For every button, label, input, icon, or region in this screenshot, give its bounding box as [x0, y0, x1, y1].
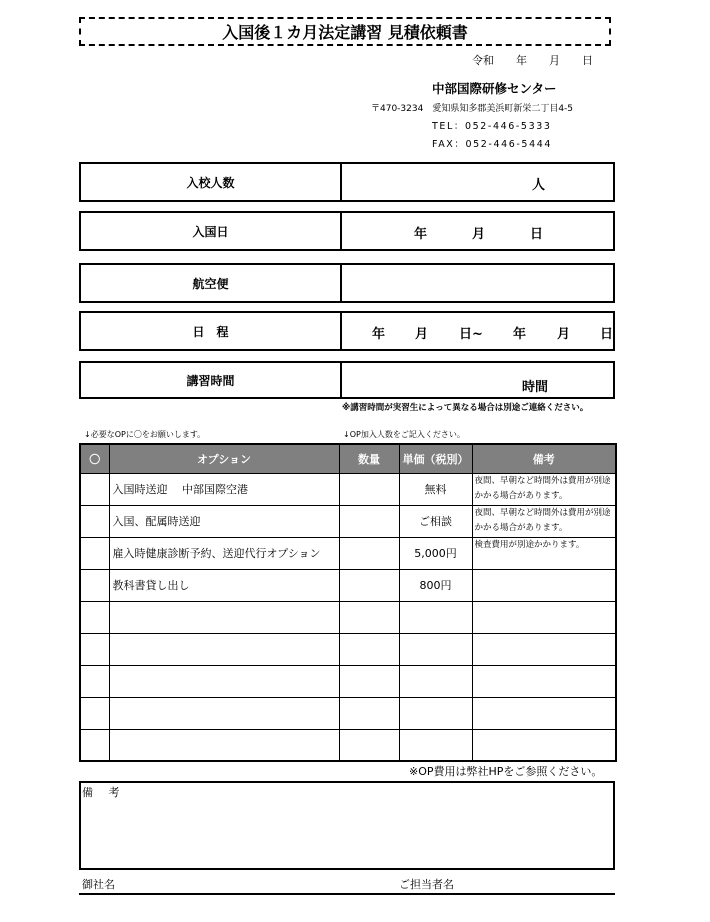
header-check: 〇 — [80, 444, 109, 473]
header-remarks: 備考 — [472, 444, 616, 473]
table-row — [80, 601, 616, 633]
signature-line — [79, 893, 615, 895]
sched-year-1: 年 — [372, 327, 386, 342]
row-price-cell: 無料 — [399, 473, 472, 505]
row-check-cell[interactable] — [80, 729, 109, 761]
reference-note: ※OP費用は弊社HPをご参照ください。 — [409, 765, 603, 778]
row-qty-cell[interactable] — [339, 569, 399, 601]
hours-label: 講習時間 — [81, 363, 342, 397]
entry-date-label: 入国日 — [81, 213, 342, 249]
row-qty-cell[interactable] — [339, 665, 399, 697]
flight-label: 航空便 — [81, 265, 342, 301]
row-check-cell[interactable] — [80, 665, 109, 697]
hours-field[interactable] — [342, 363, 613, 397]
students-row — [79, 162, 615, 202]
flight-row — [79, 263, 615, 303]
row-price-cell — [399, 633, 472, 665]
entry-month: 月 — [472, 227, 486, 242]
sched-year-2: 年 — [513, 327, 527, 342]
students-label: 入校人数 — [81, 164, 342, 200]
header-qty: 数量 — [339, 444, 399, 473]
table-header-row — [80, 444, 616, 473]
row-price-cell: 800円 — [399, 569, 472, 601]
row-price-cell — [399, 729, 472, 761]
row-check-cell[interactable] — [80, 505, 109, 537]
row-qty-cell[interactable] — [339, 729, 399, 761]
sched-day-2: 日 — [600, 327, 614, 342]
sched-month-2: 月 — [557, 327, 571, 342]
row-option-cell — [109, 633, 339, 665]
sched-month-1: 月 — [415, 327, 429, 342]
row-price-cell — [399, 601, 472, 633]
schedule-label: 日 程 — [81, 313, 342, 349]
row-option-cell — [109, 665, 339, 697]
org-name: 中部国際研修センター — [432, 81, 557, 96]
table-row — [80, 697, 616, 729]
row-option-cell: 雇入時健康診断予約、送迎代行オプション — [109, 537, 339, 569]
schedule-row — [79, 311, 615, 351]
row-price-cell — [399, 697, 472, 729]
hint-select-options: ↓必要なOPに〇をお願いします。 — [84, 430, 206, 439]
row-check-cell[interactable] — [80, 697, 109, 729]
table-row — [80, 665, 616, 697]
row-remarks-cell — [472, 665, 616, 697]
org-fax: FAX：052-446-5444 — [432, 139, 552, 150]
flight-field[interactable] — [342, 265, 613, 301]
row-option-cell: 教科書貸し出し — [109, 569, 339, 601]
hours-unit: 時間 — [522, 380, 549, 395]
date-line: 令和 年 月 日 — [472, 54, 593, 67]
row-remarks-cell — [472, 729, 616, 761]
table-row — [80, 505, 616, 537]
table-row — [80, 633, 616, 665]
row-check-cell[interactable] — [80, 473, 109, 505]
row-qty-cell[interactable] — [339, 537, 399, 569]
document-title: 入国後１カ月法定講習 見積依頼書 — [79, 17, 611, 46]
table-row — [80, 473, 616, 505]
entry-year: 年 — [414, 227, 428, 242]
row-remarks-cell — [472, 569, 616, 601]
row-option-cell — [109, 697, 339, 729]
sched-day-1: 日~ — [459, 327, 483, 342]
row-price-cell: 5,000円 — [399, 537, 472, 569]
options-table — [79, 443, 617, 762]
row-remarks-cell — [472, 633, 616, 665]
row-qty-cell[interactable] — [339, 601, 399, 633]
students-unit: 人 — [532, 178, 546, 193]
row-qty-cell[interactable] — [339, 633, 399, 665]
students-field[interactable] — [342, 164, 613, 200]
row-check-cell[interactable] — [80, 537, 109, 569]
org-tel: TEL：052-446-5333 — [432, 121, 552, 132]
entry-date-row — [79, 211, 615, 251]
row-option-cell: 入国時送迎 中部国際空港 — [109, 473, 339, 505]
row-check-cell[interactable] — [80, 601, 109, 633]
row-remarks-cell: 夜間、早朝など時間外は費用が別途かかる場合があります。 — [472, 505, 616, 537]
row-option-cell — [109, 729, 339, 761]
schedule-field[interactable] — [342, 313, 613, 349]
row-remarks-cell: 検査費用が別途かかります。 — [472, 537, 616, 569]
row-remarks-cell — [472, 697, 616, 729]
row-qty-cell[interactable] — [339, 473, 399, 505]
row-price-cell: ご相談 — [399, 505, 472, 537]
row-option-cell — [109, 601, 339, 633]
row-qty-cell[interactable] — [339, 697, 399, 729]
row-price-cell — [399, 665, 472, 697]
hours-row — [79, 361, 615, 399]
header-option: オプション — [109, 444, 339, 473]
contact-person-label: ご担当者名 — [399, 878, 454, 891]
table-row — [80, 569, 616, 601]
header-price: 単価（税別） — [399, 444, 472, 473]
remarks-label: 備 考 — [82, 786, 126, 799]
row-remarks-cell: 夜間、早朝など時間外は費用が別途かかる場合があります。 — [472, 473, 616, 505]
table-row — [80, 537, 616, 569]
row-check-cell[interactable] — [80, 569, 109, 601]
entry-day: 日 — [530, 227, 544, 242]
org-address: 〒470-3234 愛知県知多郡美浜町新栄二丁目4-5 — [371, 104, 574, 114]
row-option-cell: 入国、配属時送迎 — [109, 505, 339, 537]
row-check-cell[interactable] — [80, 633, 109, 665]
row-remarks-cell — [472, 601, 616, 633]
remarks-box[interactable] — [79, 781, 615, 870]
row-qty-cell[interactable] — [339, 505, 399, 537]
table-row — [80, 729, 616, 761]
hint-enter-count: ↓OP加入人数をご記入ください。 — [343, 430, 465, 439]
company-name-label: 御社名 — [82, 878, 115, 891]
hours-note: ※講習時間が実習生によって異なる場合は別途ご連絡ください。 — [342, 403, 589, 413]
entry-date-field[interactable] — [342, 213, 613, 249]
